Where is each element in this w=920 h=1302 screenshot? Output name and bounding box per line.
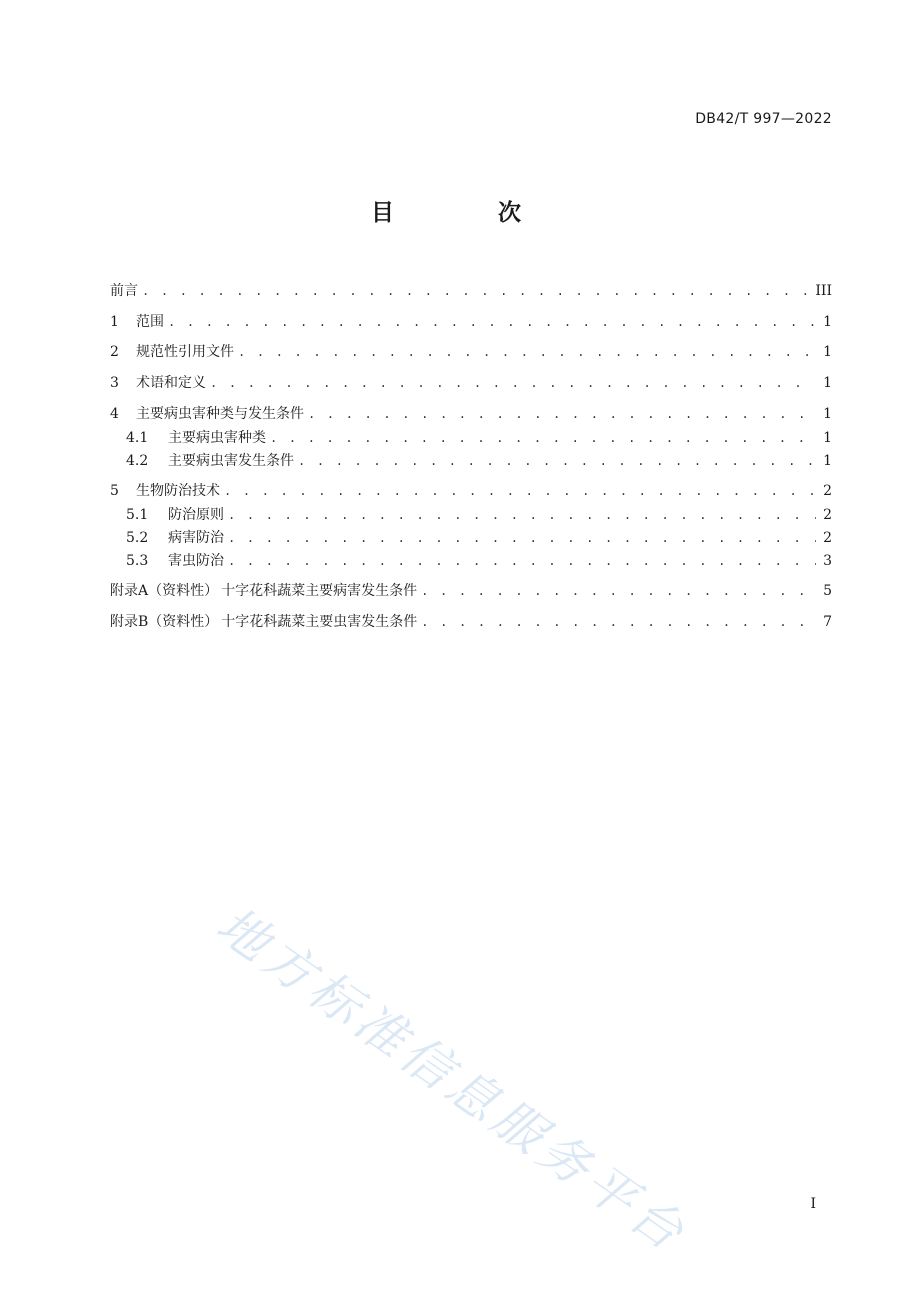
- toc-label: 主要病虫害种类: [168, 430, 266, 446]
- toc-section-number: 5.2: [126, 530, 149, 546]
- toc-page-number: 2: [823, 483, 832, 499]
- toc-label: 术语和定义: [136, 375, 206, 391]
- document-code: DB42/T 997—2022: [695, 111, 832, 127]
- toc-leader-dots: [421, 611, 816, 633]
- toc-appendix-number: 附录A（资料性）: [110, 583, 219, 599]
- toc-leader-dots: [228, 527, 816, 549]
- toc-section-number: 5: [110, 483, 119, 499]
- toc-leader-dots: [210, 372, 816, 394]
- toc-entry-section-2[interactable]: [110, 341, 832, 363]
- toc-leader-dots: [168, 311, 816, 333]
- toc-page-number: 3: [823, 553, 832, 569]
- page-number: I: [810, 1196, 816, 1212]
- toc-entry-appendix-b[interactable]: [110, 611, 832, 633]
- toc-page-number: 1: [823, 453, 832, 469]
- toc-section-number: 1: [110, 314, 119, 330]
- toc-leader-dots: [228, 550, 816, 572]
- toc-section-number: 4.1: [126, 430, 149, 446]
- toc-page-number: 1: [823, 430, 832, 446]
- toc-entry-appendix-a[interactable]: [110, 580, 832, 602]
- toc-leader-dots: [238, 341, 816, 363]
- toc-leader-dots: [308, 403, 816, 425]
- toc-label: 主要病虫害种类与发生条件: [136, 406, 304, 422]
- toc-entry-section-5-1[interactable]: [126, 504, 832, 526]
- toc-page-number: 5: [823, 583, 832, 599]
- toc-page-number: III: [815, 283, 832, 299]
- toc-label: 生物防治技术: [136, 483, 220, 499]
- toc-page-number: 1: [823, 406, 832, 422]
- toc-leader-dots: [298, 450, 816, 472]
- toc-entry-section-1[interactable]: [110, 311, 832, 333]
- toc-label: 防治原则: [168, 507, 224, 523]
- toc-entry-section-4-2[interactable]: [126, 450, 832, 472]
- watermark: 地方标准信息服务平台: [206, 895, 699, 1265]
- toc-appendix-number: 附录B（资料性）: [110, 614, 219, 630]
- toc-label: 主要病虫害发生条件: [168, 453, 294, 469]
- toc-page-number: 2: [823, 507, 832, 523]
- toc-title: 目 次: [370, 200, 569, 226]
- toc-page-number: 7: [823, 614, 832, 630]
- toc-section-number: 4.2: [126, 453, 149, 469]
- toc-label: 十字花科蔬菜主要虫害发生条件: [221, 614, 418, 630]
- toc-label: 病害防治: [168, 530, 224, 546]
- toc-leader-dots: [224, 480, 816, 502]
- toc-label: 范围: [136, 314, 164, 330]
- toc-entry-section-5-3[interactable]: [126, 550, 832, 572]
- toc-label: 前言: [110, 283, 138, 299]
- toc-entry-section-4-1[interactable]: [126, 427, 832, 449]
- toc-section-number: 5.1: [126, 507, 149, 523]
- toc-page-number: 1: [823, 344, 832, 360]
- toc-entry-section-5[interactable]: [110, 480, 832, 502]
- toc-section-number: 4: [110, 406, 119, 422]
- toc-entry-section-5-2[interactable]: [126, 527, 832, 549]
- toc-section-number: 5.3: [126, 553, 149, 569]
- toc-section-number: 3: [110, 375, 119, 391]
- toc-leader-dots: [142, 280, 809, 302]
- toc-leader-dots: [421, 580, 816, 602]
- toc-page-number: 1: [823, 314, 832, 330]
- toc-section-number: 2: [110, 344, 119, 360]
- toc-label: 害虫防治: [168, 553, 224, 569]
- toc-label: 十字花科蔬菜主要病害发生条件: [221, 583, 418, 599]
- toc-page-number: 1: [823, 375, 832, 391]
- toc-leader-dots: [270, 427, 816, 449]
- toc-entry-foreword[interactable]: [110, 280, 832, 302]
- toc-entry-section-4[interactable]: [110, 403, 832, 425]
- toc-entry-section-3[interactable]: [110, 372, 832, 394]
- toc-leader-dots: [228, 504, 816, 526]
- toc-page-number: 2: [823, 530, 832, 546]
- toc-label: 规范性引用文件: [136, 344, 234, 360]
